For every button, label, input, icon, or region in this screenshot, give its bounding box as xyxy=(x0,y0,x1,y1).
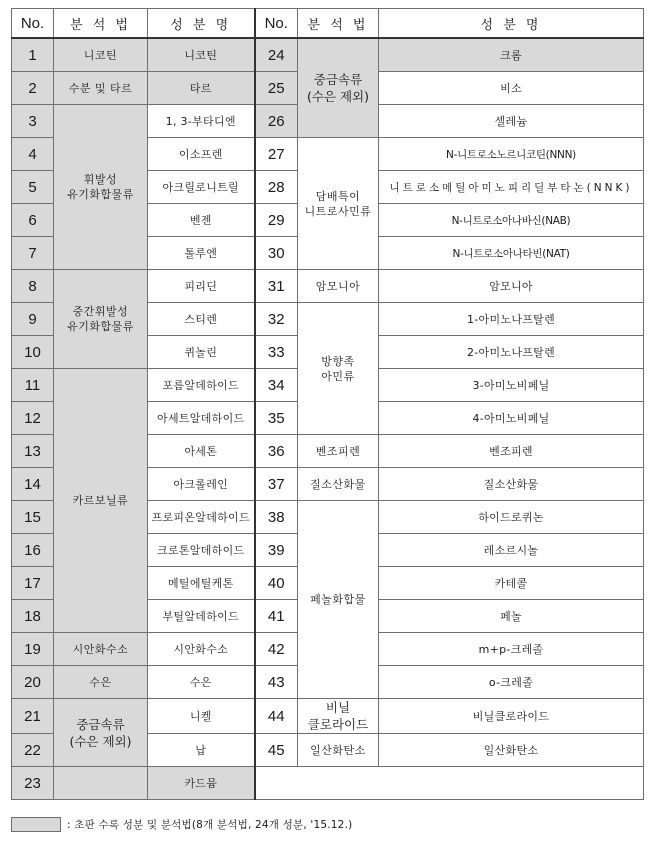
method-line: 클로라이드 xyxy=(307,717,369,732)
component-cell: 퀴놀린 xyxy=(148,336,255,369)
component-cell: 암모니아 xyxy=(379,270,644,303)
row-number: 1 xyxy=(12,38,54,72)
component-cell: 카테콜 xyxy=(379,567,644,600)
component-cell: 1, 3-부타디엔 xyxy=(148,105,255,138)
method-line: 중금속류 xyxy=(76,716,125,732)
row-number: 43 xyxy=(255,666,298,699)
component-cell: 카드뮴 xyxy=(148,767,255,800)
row-number: 5 xyxy=(12,171,54,204)
row-number: 41 xyxy=(255,600,298,633)
method-cell: 수은 xyxy=(54,666,148,699)
component-cell: 수은 xyxy=(148,666,255,699)
row-number: 3 xyxy=(12,105,54,138)
method-cell xyxy=(298,138,379,270)
component-cell: 2-아미노나프탈렌 xyxy=(379,336,644,369)
table-row xyxy=(12,270,644,303)
component-cell: 피리딘 xyxy=(148,270,255,303)
row-number: 32 xyxy=(255,303,298,336)
component-cell: 비닐클로라이드 xyxy=(379,699,644,734)
method-line: 비닐 xyxy=(325,700,351,715)
table-row xyxy=(12,38,644,72)
row-number: 10 xyxy=(12,336,54,369)
row-number: 25 xyxy=(255,72,298,105)
component-cell: 아세트알데하이드 xyxy=(148,402,255,435)
component-cell: 이소프렌 xyxy=(148,138,255,171)
component-cell: 아크롤레인 xyxy=(148,468,255,501)
method-line: (수은 제외) xyxy=(306,89,370,104)
row-number: 28 xyxy=(255,171,298,204)
row-number: 24 xyxy=(255,38,298,72)
row-number: 37 xyxy=(255,468,298,501)
component-cell: N-니트로소아나바신(NAB) xyxy=(379,204,644,237)
row-number: 31 xyxy=(255,270,298,303)
row-number: 7 xyxy=(12,237,54,270)
component-cell: 벤조피렌 xyxy=(379,435,644,468)
row-number: 26 xyxy=(255,105,298,138)
row-number: 27 xyxy=(255,138,298,171)
row-number: 11 xyxy=(12,369,54,402)
row-number: 14 xyxy=(12,468,54,501)
component-cell: 납 xyxy=(148,734,255,767)
method-cell: 벤조피렌 xyxy=(298,435,379,468)
component-cell: 스티렌 xyxy=(148,303,255,336)
row-number: 38 xyxy=(255,501,298,534)
component-cell: 3-아미노비페닐 xyxy=(379,369,644,402)
component-cell: 시안화수소 xyxy=(148,633,255,666)
legend-swatch xyxy=(11,817,61,832)
row-number: 15 xyxy=(12,501,54,534)
header-component-2: 성 분 명 xyxy=(379,9,644,39)
component-cell: 1-아미노나프탈렌 xyxy=(379,303,644,336)
method-cell xyxy=(54,105,148,270)
row-number: 13 xyxy=(12,435,54,468)
header-method-2: 분 석 법 xyxy=(298,9,379,39)
row-number: 6 xyxy=(12,204,54,237)
method-line: 방향족 xyxy=(321,354,355,368)
component-cell: N-니트로소노르니코틴(NNN) xyxy=(379,138,644,171)
method-line: 중금속류 xyxy=(313,72,363,87)
legend xyxy=(11,817,352,832)
method-line: 중간휘발성 xyxy=(72,305,129,318)
method-line: 아민류 xyxy=(321,369,355,383)
method-cell: 시안화수소 xyxy=(54,633,148,666)
row-number: 30 xyxy=(255,237,298,270)
method-cell xyxy=(298,303,379,435)
method-cell xyxy=(54,270,148,369)
row-number: 40 xyxy=(255,567,298,600)
row-number: 39 xyxy=(255,534,298,567)
method-cell xyxy=(298,699,379,734)
row-number: 35 xyxy=(255,402,298,435)
component-cell: 타르 xyxy=(148,72,255,105)
row-number: 4 xyxy=(12,138,54,171)
component-cell: 아크릴로니트릴 xyxy=(148,171,255,204)
method-cell: 암모니아 xyxy=(298,270,379,303)
header-no: No. xyxy=(12,9,54,39)
row-number: 12 xyxy=(12,402,54,435)
row-number: 21 xyxy=(12,699,54,734)
row-number: 19 xyxy=(12,633,54,666)
empty-cell xyxy=(255,767,644,800)
method-cell xyxy=(298,38,379,138)
component-cell: 질소산화물 xyxy=(379,468,644,501)
component-cell: 포름알데하이드 xyxy=(148,369,255,402)
component-table xyxy=(11,8,644,800)
legend-text: : 초판 수록 성분 및 분석법(8개 분석법, 24개 성분, '15.12.) xyxy=(67,819,353,831)
row-number: 20 xyxy=(12,666,54,699)
row-number: 8 xyxy=(12,270,54,303)
component-cell: 니켈 xyxy=(148,699,255,734)
header-row xyxy=(12,9,644,39)
table-row xyxy=(12,767,644,800)
method-cell: 페놀화합물 xyxy=(298,501,379,699)
component-cell: 하이드로퀴논 xyxy=(379,501,644,534)
method-line: 유기화합물류 xyxy=(67,188,134,201)
row-number: 9 xyxy=(12,303,54,336)
component-cell: o-크레졸 xyxy=(379,666,644,699)
row-number: 23 xyxy=(12,767,54,800)
component-cell: 페놀 xyxy=(379,600,644,633)
method-cell: 일산화탄소 xyxy=(298,734,379,767)
row-number: 16 xyxy=(12,534,54,567)
header-component: 성 분 명 xyxy=(148,9,255,39)
component-cell: 니트로소메틸아미노피리딜부타논(NNK) xyxy=(379,171,644,204)
method-line: 휘발성 xyxy=(83,173,118,186)
method-line: 니트로사민류 xyxy=(304,204,372,218)
row-number: 34 xyxy=(255,369,298,402)
method-cell: 니코틴 xyxy=(54,38,148,72)
row-number: 42 xyxy=(255,633,298,666)
component-cell: 일산화탄소 xyxy=(379,734,644,767)
method-cell: 카르보닐류 xyxy=(54,369,148,633)
component-cell: m+p-크레졸 xyxy=(379,633,644,666)
component-cell: 비소 xyxy=(379,72,644,105)
component-cell: 크로톤알데하이드 xyxy=(148,534,255,567)
component-cell: 벤젠 xyxy=(148,204,255,237)
row-number: 33 xyxy=(255,336,298,369)
method-line: 담배특이 xyxy=(315,189,361,203)
row-number: 36 xyxy=(255,435,298,468)
method-cell: 수분 및 타르 xyxy=(54,72,148,105)
row-number: 17 xyxy=(12,567,54,600)
row-number: 44 xyxy=(255,699,298,734)
row-number: 2 xyxy=(12,72,54,105)
row-number: 45 xyxy=(255,734,298,767)
method-line: 유기화합물류 xyxy=(67,320,134,333)
header-no-2: No. xyxy=(255,9,298,39)
method-line: (수은 제외) xyxy=(69,733,132,749)
component-cell: 프로피온알데하이드 xyxy=(148,501,255,534)
component-cell: 셀레늄 xyxy=(379,105,644,138)
method-cell: 질소산화물 xyxy=(298,468,379,501)
component-cell: 메틸에틸케톤 xyxy=(148,567,255,600)
component-cell: 크롬 xyxy=(379,38,644,72)
row-number: 22 xyxy=(12,734,54,767)
method-cell xyxy=(54,699,148,767)
row-number: 18 xyxy=(12,600,54,633)
component-cell: 톨루엔 xyxy=(148,237,255,270)
component-cell: 부틸알데하이드 xyxy=(148,600,255,633)
component-cell: 4-아미노비페닐 xyxy=(379,402,644,435)
table-row xyxy=(12,699,644,734)
header-method: 분 석 법 xyxy=(54,9,148,39)
component-cell: 니코틴 xyxy=(148,38,255,72)
component-cell: 아세톤 xyxy=(148,435,255,468)
method-cell xyxy=(54,767,148,800)
component-cell: N-니트로소아나타빈(NAT) xyxy=(379,237,644,270)
row-number: 29 xyxy=(255,204,298,237)
component-cell: 레소르시놀 xyxy=(379,534,644,567)
